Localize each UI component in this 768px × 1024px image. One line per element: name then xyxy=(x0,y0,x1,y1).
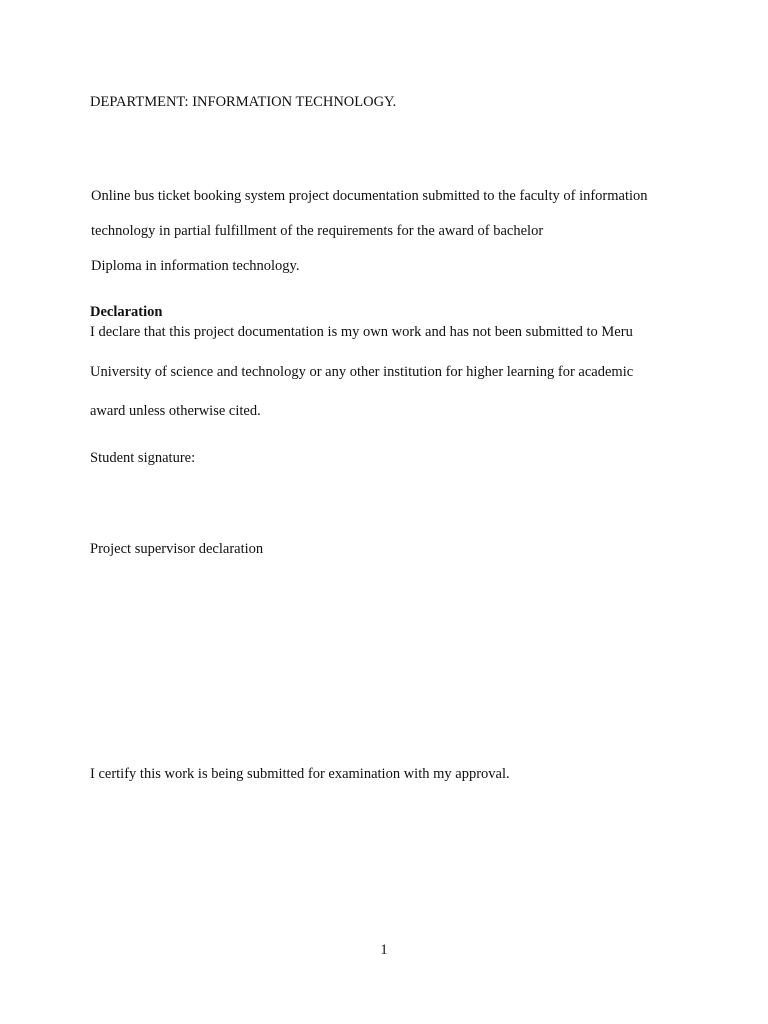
declaration-line-1: I declare that this project documentation is my own work and has not been submitted to Meru xyxy=(90,324,633,340)
department-heading: DEPARTMENT: INFORMATION TECHNOLOGY. xyxy=(90,94,397,110)
declaration-heading: Declaration xyxy=(90,304,163,320)
declaration-line-3: award unless otherwise cited. xyxy=(90,403,261,419)
declaration-line-2: University of science and technology or any other institution for higher learning for academic xyxy=(90,364,634,380)
submission-line-3: Diploma in information technology. xyxy=(91,258,300,274)
submission-line-2: technology in partial fulfillment of the requirements for the award of bachelor xyxy=(91,223,544,239)
page-number: 1 xyxy=(380,942,388,958)
supervisor-declaration-heading: Project supervisor declaration xyxy=(90,541,264,557)
submission-line-1: Online bus ticket booking system project documentation submitted to the faculty of information xyxy=(91,188,648,204)
student-signature-label: Student signature: xyxy=(90,450,196,466)
certify-statement: I certify this work is being submitted for examination with my approval. xyxy=(90,766,510,782)
